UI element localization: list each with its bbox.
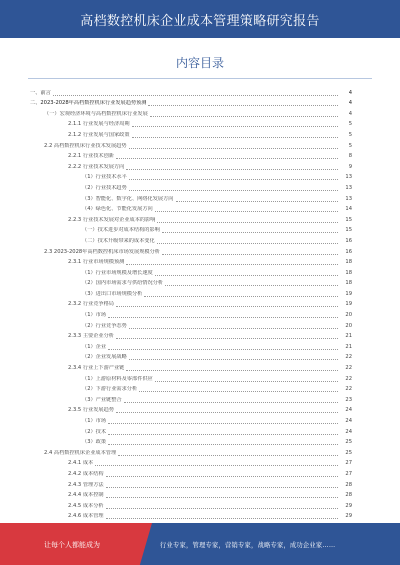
toc-entry-label: 2.2.3 行业技术发展对企业成本的影响 [68, 216, 156, 223]
toc-entry-label: 2.1.1 行业发展与经济周期 [68, 121, 130, 128]
toc-entry-page: 8 [348, 153, 352, 160]
toc-entry[interactable] [30, 435, 352, 446]
toc-entry-page: 27 [345, 460, 352, 467]
toc-entry-label: 2.2.1 行业技术创新 [68, 153, 114, 160]
toc-entry-page: 18 [345, 259, 352, 266]
toc-entry[interactable] [30, 170, 352, 181]
toc-entry-label: 2.3.3 主要企业分析 [68, 333, 114, 340]
toc-entry[interactable] [30, 233, 352, 244]
toc-leader-dots [129, 324, 338, 329]
toc-leader-dots [157, 218, 338, 223]
toc-leader-dots [108, 345, 338, 350]
toc-leader-dots [157, 239, 338, 244]
toc-entry[interactable] [30, 265, 352, 276]
toc-entry[interactable] [30, 318, 352, 329]
toc-entry-label: （2）下游行业需求分析 [82, 386, 138, 393]
toc-entry-label: 2.4.4 成本控制 [68, 492, 104, 499]
toc-entry-page: 20 [345, 322, 352, 329]
toc-entry-page: 14 [345, 206, 352, 213]
toc-entry-label: （2）技术 [82, 428, 107, 435]
toc-entry-label: （1）行业技术水平 [82, 174, 127, 181]
toc-entry[interactable] [30, 149, 352, 160]
toc-entry[interactable] [30, 456, 352, 467]
toc-entry-page: 19 [345, 301, 352, 308]
toc-entry-label: （1）市场 [82, 418, 107, 424]
toc-leader-dots [132, 133, 338, 138]
toc-entry-page: 5 [348, 142, 352, 149]
toc-entry-label: 2.3 2023-2028年高档数控机床市场发展规模分析 [44, 248, 160, 255]
toc-entry-label: 2.1.2 行业发展与国家政策 [68, 131, 130, 138]
toc-entry-page: 22 [345, 375, 352, 382]
toc-leader-dots [126, 260, 338, 265]
toc-entry-page: 13 [345, 174, 352, 181]
toc-entry-page: 4 [348, 89, 352, 96]
toc-entry-page: 9 [348, 163, 352, 170]
toc-entry[interactable] [30, 329, 352, 340]
toc-entry-label: 2.4.6 成本管理 [68, 513, 104, 520]
toc-entry-label: 2.3.1 行业市场规模预测 [68, 259, 125, 266]
toc-entry-page: 5 [348, 131, 352, 138]
toc-entry-page: 16 [345, 248, 352, 255]
toc-entry[interactable] [30, 382, 352, 393]
toc-entry-page: 29 [345, 502, 352, 509]
toc-entry-label: （3）进出口市场规模分析 [82, 290, 143, 297]
toc-entry-label: 2.2.2 行业技术发展方向 [68, 163, 125, 170]
toc-entry[interactable] [30, 85, 352, 96]
toc-entry-page: 22 [345, 354, 352, 361]
toc-entry-page: 27 [345, 470, 352, 477]
toc-leader-dots [116, 334, 338, 339]
toc-entry-label: 2.3.2 行业竞争格局 [68, 301, 114, 308]
toc-entry-page: 24 [345, 407, 352, 414]
toc-entry[interactable] [30, 297, 352, 308]
toc-entry-page: 25 [345, 439, 352, 446]
toc-leader-dots [176, 197, 339, 202]
toc-entry-label: （1）行业市场规模及增长速度 [82, 269, 153, 276]
toc-entry[interactable] [30, 244, 352, 255]
toc-entry-label: 2.2 高档数控机床行业技术发展趋势 [44, 142, 127, 149]
toc-entry-label: 2.3.5 行业发展趋势 [68, 407, 114, 414]
toc-entry-page: 21 [345, 333, 352, 340]
toc-entry-label: （2）国内市场需求与供给情况分析 [82, 280, 164, 287]
toc-entry-label: 2.4.2 成本结构 [68, 470, 104, 477]
footer-slogan: 让每个人都能成为 [44, 541, 100, 549]
report-header [0, 0, 400, 38]
toc-entry[interactable] [30, 371, 352, 382]
toc-entry-label: （2）企业发展战略 [82, 354, 127, 361]
toc-heading: 内容目录 [175, 56, 224, 70]
toc-entry[interactable] [30, 413, 352, 424]
toc-entry-page: 4 [348, 100, 352, 107]
toc-leader-dots [95, 461, 338, 466]
report-title: 高档数控机床企业成本管理策略研究报告 [80, 13, 320, 29]
toc-leader-dots [129, 144, 338, 149]
toc-entry[interactable] [30, 360, 352, 371]
toc-entry[interactable] [30, 212, 352, 223]
toc-leader-dots [124, 398, 338, 403]
toc-entry[interactable] [30, 286, 352, 297]
toc-leader-dots [108, 419, 338, 424]
toc-entry[interactable] [30, 96, 352, 107]
toc-entry[interactable] [30, 445, 352, 456]
toc-entry-label: （2）行业竞争态势 [82, 322, 127, 329]
toc-entry-label: 2.4.3 管理方法 [68, 481, 104, 488]
toc-entry-label: （3）政策 [82, 439, 107, 446]
toc-leader-dots [129, 175, 338, 180]
toc-entry-label: 一、前言 [30, 89, 51, 96]
toc-entry-label: 二、2023-2028年高档数控机床行业发展趋势预测 [30, 100, 147, 107]
toc-entry[interactable] [30, 106, 352, 117]
toc-leader-dots [139, 387, 338, 392]
toc-entry-label: （1）上游原材料及零部件供应 [82, 375, 153, 382]
toc-entry-label: （一）宏观经济环境与高档数控机床行业发展 [44, 110, 148, 117]
toc-entry-label: 2.4.1 成本 [68, 460, 94, 467]
toc-entry-page: 4 [348, 110, 352, 117]
toc-leader-dots [132, 122, 338, 127]
toc-entry[interactable] [30, 466, 352, 477]
toc-entry[interactable] [30, 339, 352, 350]
toc-leader-dots [126, 165, 338, 170]
toc-entry-label: （4）绿色化、节能化发展方向 [82, 206, 153, 213]
toc-leader-dots [144, 292, 338, 297]
toc-leader-dots [108, 440, 338, 445]
toc-entry-label: 2.4.5 成本分析 [68, 502, 104, 509]
toc-entry[interactable] [30, 488, 352, 499]
toc-leader-dots [106, 504, 338, 509]
toc-entry[interactable] [30, 350, 352, 361]
toc-entry-label: （3）智能化、数字化、网络化发展方向 [82, 195, 174, 202]
toc-leader-dots [129, 355, 338, 360]
toc-entry-page: 18 [345, 280, 352, 287]
footer-tagline: 行业专家，管理专家，营销专家，战略专家，成功企业家…… [160, 542, 336, 549]
toc-entry-page: 13 [345, 195, 352, 202]
table-of-contents [30, 85, 352, 519]
toc-leader-dots [126, 366, 338, 371]
toc-entry-label: （二）技术升级带来的成本变化 [82, 237, 155, 244]
toc-leader-dots [106, 493, 338, 498]
toc-entry[interactable] [30, 127, 352, 138]
toc-entry-label: 2.3.4 行业上下游产业链 [68, 365, 125, 372]
toc-leader-dots [155, 377, 338, 382]
toc-entry-page: 24 [345, 418, 352, 424]
toc-leader-dots [118, 451, 338, 456]
toc-entry[interactable] [30, 255, 352, 266]
toc-leader-dots [106, 483, 338, 488]
toc-leader-dots [106, 472, 338, 477]
toc-entry[interactable] [30, 403, 352, 414]
toc-leader-dots [162, 250, 338, 255]
toc-leader-dots [150, 112, 338, 117]
toc-entry-page: 5 [348, 121, 352, 128]
toc-leader-dots [162, 228, 338, 233]
toc-leader-dots [116, 302, 338, 307]
toc-entry-page: 24 [345, 428, 352, 435]
toc-entry-label: （一）技术进步对成本结构的影响 [82, 227, 160, 234]
toc-entry[interactable] [30, 138, 352, 149]
toc-leader-dots [53, 91, 338, 96]
toc-entry-label: （1）市场 [82, 312, 107, 319]
toc-leader-dots [116, 408, 338, 413]
toc-leader-dots [155, 271, 338, 276]
toc-entry-page: 21 [345, 343, 352, 350]
toc-entry-page: 29 [345, 513, 352, 520]
toc-entry[interactable] [30, 117, 352, 128]
toc-entry-label: （3）产业链整合 [82, 396, 122, 403]
toc-entry-page: 16 [345, 237, 352, 244]
toc-entry-page: 22 [345, 386, 352, 393]
toc-entry-page: 25 [345, 449, 352, 456]
footer-banner [0, 523, 400, 565]
toc-entry-page: 22 [345, 365, 352, 372]
toc-entry-label: （2）行业技术趋势 [82, 184, 127, 191]
toc-leader-dots [165, 281, 338, 286]
toc-entry[interactable] [30, 509, 352, 520]
toc-entry[interactable] [30, 276, 352, 287]
toc-entry-page: 28 [345, 481, 352, 488]
toc-entry-label: （1）企业 [82, 343, 107, 350]
toc-leader-dots [108, 313, 338, 318]
toc-entry-page: 15 [345, 227, 352, 234]
toc-entry-page: 20 [345, 312, 352, 319]
toc-entry[interactable] [30, 191, 352, 202]
toc-entry-page: 18 [345, 269, 352, 276]
toc-entry-page: 28 [345, 492, 352, 499]
toc-leader-dots [148, 101, 338, 106]
toc-entry[interactable] [30, 392, 352, 403]
toc-leader-dots [108, 430, 338, 435]
toc-divider [28, 78, 372, 79]
toc-entry[interactable] [30, 223, 352, 234]
toc-entry[interactable] [30, 424, 352, 435]
toc-entry-label: 2.4 高档数控机床企业成本管理 [44, 449, 117, 456]
toc-entry-page: 15 [345, 216, 352, 223]
toc-entry[interactable] [30, 498, 352, 509]
toc-entry[interactable] [30, 477, 352, 488]
toc-leader-dots [155, 207, 338, 212]
toc-leader-dots [129, 186, 338, 191]
toc-entry[interactable] [30, 159, 352, 170]
toc-leader-dots [106, 514, 338, 519]
toc-entry-page: 23 [345, 396, 352, 403]
toc-leader-dots [116, 154, 338, 159]
toc-entry-page: 13 [345, 184, 352, 191]
toc-entry[interactable] [30, 180, 352, 191]
toc-entry[interactable] [30, 202, 352, 213]
toc-entry[interactable] [30, 307, 352, 318]
toc-entry-page: 19 [345, 290, 352, 297]
